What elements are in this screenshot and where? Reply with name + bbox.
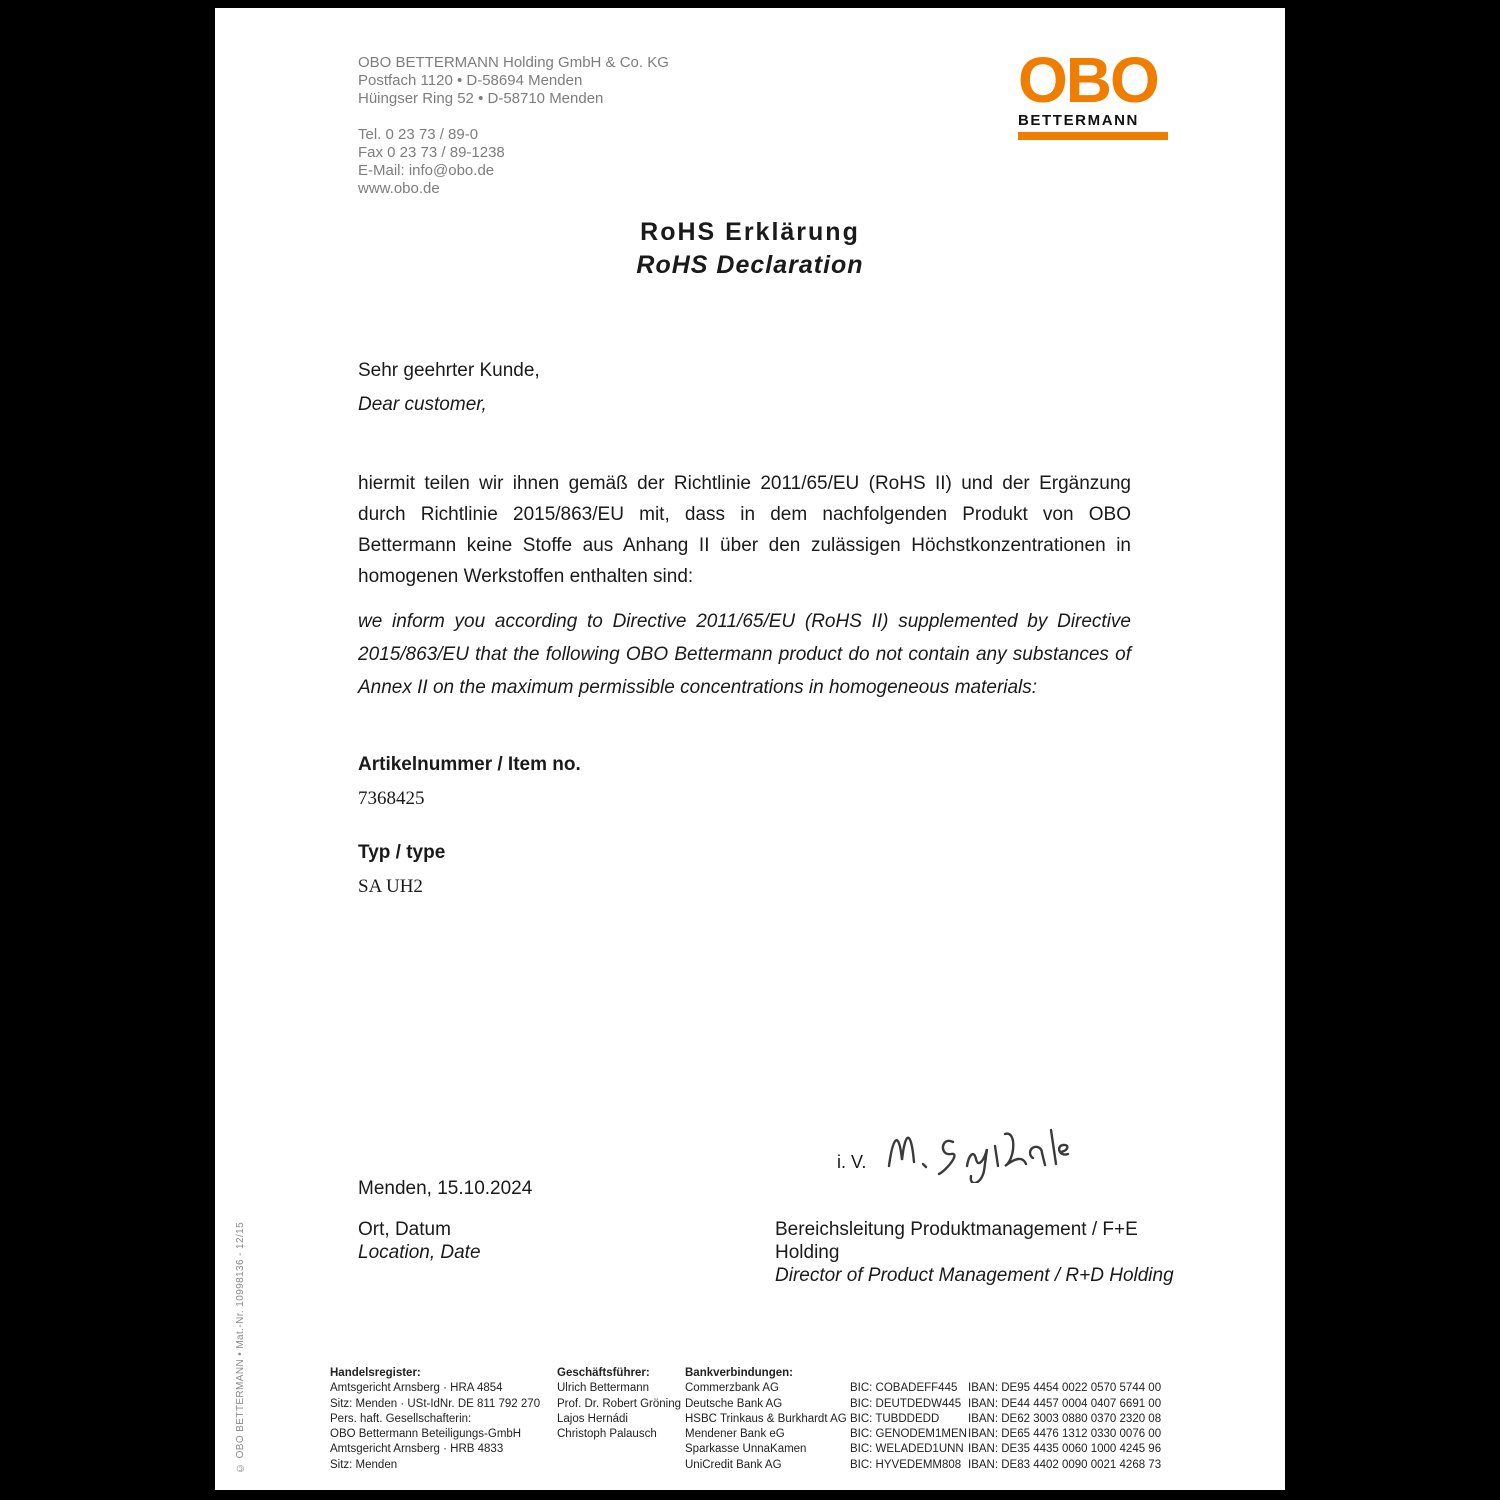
management-line: Prof. Dr. Robert Gröning [557, 1397, 681, 1410]
title-english: RoHS Declaration [636, 251, 864, 279]
sender-tel: Tel. 0 23 73 / 89-0 [358, 126, 479, 143]
register-line: Sitz: Menden · USt-IdNr. DE 811 792 270 [330, 1397, 541, 1410]
register-line: Amtsgericht Arnsberg · HRA 4854 [330, 1382, 503, 1395]
bank-row [685, 1458, 1170, 1473]
bank-row [685, 1412, 1170, 1427]
sender-company: OBO BETTERMANN Holding GmbH & Co. KG [358, 54, 669, 71]
banks-title: Bankverbindungen: [685, 1367, 793, 1379]
bank-iban: IBAN: DE83 4402 0090 0021 4268 73 [968, 1458, 1162, 1471]
logo-wordmark: OBO [1018, 44, 1158, 116]
sender-email: E-Mail: info@obo.de [358, 162, 495, 179]
document-title-block [215, 218, 1285, 280]
sender-website: www.obo.de [358, 180, 440, 197]
register-title: Handelsregister: [330, 1367, 421, 1379]
bank-row [685, 1442, 1170, 1457]
signer-role-english: Director of Product Management / R+D Holding [775, 1265, 1174, 1286]
bank-name: Deutsche Bank AG [685, 1397, 783, 1410]
bank-name: UniCredit Bank AG [685, 1458, 782, 1471]
bank-iban: IBAN: DE65 4476 1312 0330 0076 00 [968, 1428, 1162, 1441]
handwritten-signature-svg [875, 1108, 1085, 1183]
obo-bettermann-logo [1018, 44, 1168, 140]
management-line: Christoph Palausch [557, 1428, 657, 1441]
bank-bic: BIC: DEUTDEDW445 [850, 1397, 962, 1410]
paragraph-english: we inform you according to Directive 2011/65/EU (RoHS II) supplemented by Directive 2015/863/EU that the following OBO Bettermann product do not contain any substances of Annex II on the maximum permissible concentrations in homogeneous materials: [358, 611, 1131, 698]
material-number-side-note: © OBO BETTERMANN • Mat.-Nr. 10998136 - 12/15 [235, 1221, 246, 1473]
bank-name: HSBC Trinkaus & Burkhardt AG [685, 1412, 847, 1425]
item-number-label: Artikelnummer / Item no. [358, 754, 581, 775]
bank-iban: IBAN: DE62 3003 0880 0370 2320 08 [968, 1412, 1162, 1425]
register-line: OBO Bettermann Beteiligungs-GmbH [330, 1428, 522, 1441]
signer-role-block [775, 1218, 1195, 1287]
paragraph-german: hiermit teilen wir ihnen gemäß der Richtlinie 2011/65/EU (RoHS II) und der Ergänzung durch Richtlinie 2015/863/EU mit, dass in dem nachfolgenden Produkt von OBO Bettermann keine Stoffe aus Anhang II über den zulässigen Höchstkonzentrationen in homogenen Werkstoffen enthalten sind: [358, 473, 1131, 587]
bank-name: Commerzbank AG [685, 1382, 779, 1395]
sender-fax: Fax 0 23 73 / 89-1238 [358, 144, 505, 161]
item-number-value: 7368425 [358, 788, 425, 809]
letter-page [215, 8, 1285, 1490]
footer-banks-column [685, 1366, 1170, 1473]
management-line: Lajos Hernádi [557, 1412, 628, 1425]
signature-prefix: i. V. [837, 1152, 867, 1172]
place-date-label-german: Ort, Datum [358, 1219, 451, 1240]
bank-bic: BIC: WELADED1UNN [850, 1443, 964, 1456]
bank-row [685, 1381, 1170, 1396]
bank-row [685, 1397, 1170, 1412]
logo-orange-bar [1018, 132, 1168, 140]
type-label: Typ / type [358, 842, 446, 863]
footer-register-column [330, 1366, 550, 1473]
bank-name: Sparkasse UnnaKamen [685, 1443, 807, 1456]
bank-bic: BIC: HYVEDEMM808 [850, 1458, 962, 1471]
logo-subtitle: BETTERMANN [1018, 112, 1139, 129]
management-line: Ulrich Bettermann [557, 1382, 650, 1395]
bank-bic: BIC: GENODEM1MEN [850, 1428, 967, 1441]
signer-role-german: Bereichsleitung Produktmanagement / F+E Holding [775, 1219, 1138, 1263]
sender-address-line1: Postfach 1120 • D-58694 Menden [358, 72, 583, 89]
bank-row [685, 1427, 1170, 1442]
bank-bic: BIC: TUBDDEDD [850, 1412, 940, 1425]
register-line: Sitz: Menden [330, 1458, 398, 1471]
bank-bic: BIC: COBADEFF445 [850, 1382, 958, 1395]
bank-iban: IBAN: DE35 4435 0060 1000 4245 96 [968, 1443, 1162, 1456]
management-title: Geschäftsführer: [557, 1367, 650, 1379]
place-date-label-english: Location, Date [358, 1242, 481, 1263]
salutation-english: Dear customer, [358, 394, 487, 415]
place-date-value: Menden, 15.10.2024 [358, 1178, 533, 1199]
register-line: Pers. haft. Gesellschafterin: [330, 1412, 472, 1425]
sender-address-block [358, 54, 669, 198]
register-line: Amtsgericht Arnsberg · HRB 4833 [330, 1443, 504, 1456]
bank-iban: IBAN: DE44 4457 0004 0407 6691 00 [968, 1397, 1162, 1410]
bank-name: Mendener Bank eG [685, 1428, 785, 1441]
footer-management-column [557, 1366, 682, 1442]
salutation-german: Sehr geehrter Kunde, [358, 360, 540, 381]
letter-body [358, 360, 1131, 898]
signature-image [875, 1108, 1085, 1188]
sender-address-line2: Hüingser Ring 52 • D-58710 Menden [358, 90, 604, 107]
title-german: RoHS Erklärung [640, 218, 860, 246]
bank-iban: IBAN: DE95 4454 0022 0570 5744 00 [968, 1382, 1162, 1395]
place-date-label [358, 1218, 481, 1264]
type-value: SA UH2 [358, 876, 423, 897]
